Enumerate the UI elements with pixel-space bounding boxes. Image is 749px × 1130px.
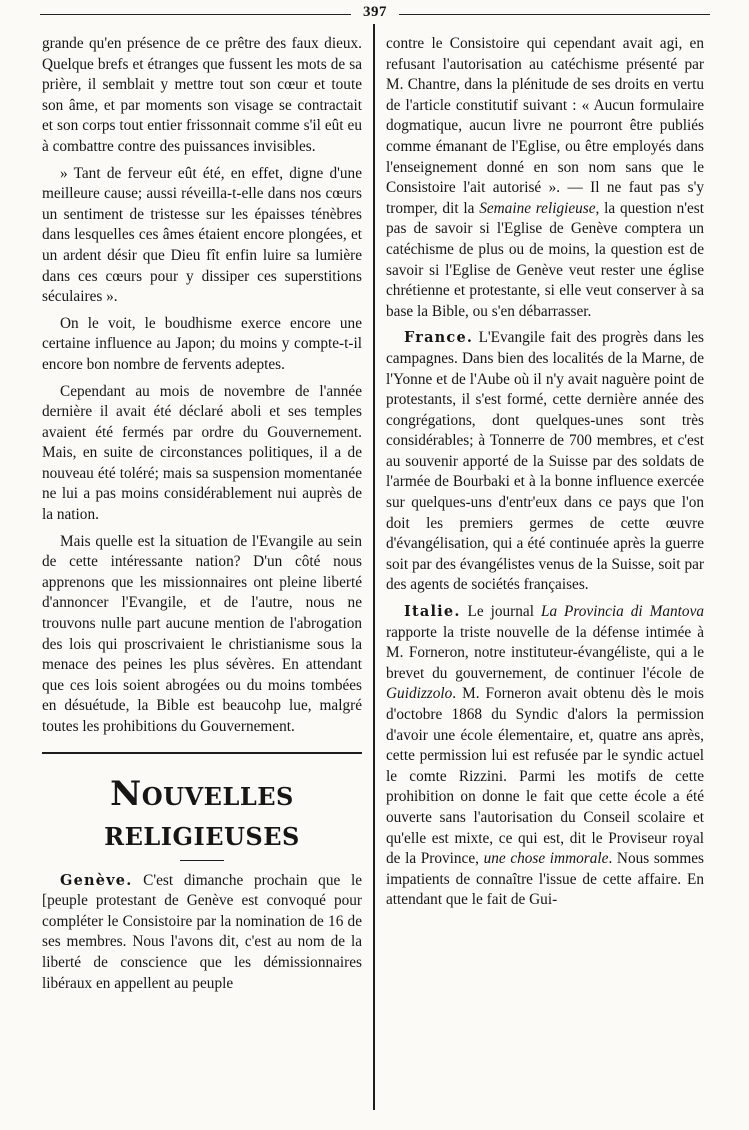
section-rule bbox=[42, 752, 362, 754]
column-divider bbox=[373, 24, 375, 1110]
page-number: 397 bbox=[351, 4, 399, 21]
italic-run: La Provincia di Mantova bbox=[540, 603, 704, 621]
left-column bbox=[42, 34, 362, 1104]
italie-label: Italie. bbox=[404, 603, 461, 621]
section-heading: Nouvelles religieuses bbox=[104, 773, 300, 854]
text-run: , la question n'est pas de savoir si l'Eglise de Genève comptera un catéchisme de plus ou de moins, la question est de savoir si l'Eglise de Genève veut rester une église chrétienne et protestante, si elle veut conserver à sa base la Bible, ou s'en débarrasser. bbox=[386, 199, 704, 320]
paragraph: grande qu'en présence de ce prêtre des faux dieux. Quelque brefs et étranges que fussent les mots de sa prière, il semblait y mettre tout son cœur et toute son âme, et par moments son visage se contractait et son corps tout entier frissonnait comme s'il eût eu à combattre contre des puissances invisibles. bbox=[42, 35, 362, 155]
paragraph-italie bbox=[386, 602, 704, 911]
text-run: contre le Consistoire qui cependant avait agi, en refusant l'autorisation au catéchisme présenté par M. Chantre, dans la plénitude de ses droits en vertu de l'article constitutif suivant : « Aucun formulaire dogmatique, aucun livre ne pourront être publiés comme émanant de l'Eglise, ou être employés dans l'enseignement donné en son nom sans que le Consistoire l'ait autorisé ». — Il ne faut pas s'y tromper, dit la bbox=[386, 35, 704, 217]
right-column bbox=[386, 34, 704, 1104]
text-run: rapporte la triste nouvelle de la défense intimée à M. Forneron, notre instituteur-évangéliste, qui a le brevet du gouvernement, de continuer l'école de bbox=[386, 623, 704, 682]
paragraph-france bbox=[386, 328, 704, 596]
paragraph: Mais quelle est la situation de l'Evangile au sein de cette intéressante nation? D'un côté nous apprenons que les missionnaires ont pleine liberté d'annoncer l'Evangile, et de l'autre, nous ne trouvons nulle part aucune mention de l'abrogation des lois qui proscrivaient le christianisme sous la menace des peines les plus sévères. En attendant que ces lois soient abrogées ou du moins tombées en désuétude, la Bible est beaucohp lue, malgré toutes les prohibitions du Gouvernement. bbox=[42, 532, 362, 735]
heading-dash bbox=[180, 860, 224, 861]
italic-run: Guidizzolo bbox=[386, 685, 453, 703]
france-label: France. bbox=[404, 329, 474, 347]
geneve-text: C'est dimanche prochain que le [peuple protestant de Genève est convoqué pour compléter le Consistoire par la nomination de 16 de ses membres. Nous l'avons dit, c'est au nom de la liberté de conscience que les démissionnaires libéraux en appellent au peuple bbox=[42, 871, 362, 992]
france-text: L'Evangile fait des progrès dans les campagnes. Dans bien des localités de la Marne, de l'Yonne et de l'Aube où il n'y avait naguère point de protestants, il s'est formé, cette dernière année des congrégations, dont quelques-unes sont très considérables; à Tonnerre de 700 membres, et c'est au souvenir apporté de la Suisse par des soldats de l'armée de Bourbaki et à la bonne influence exercée sur quelques-uns d'entr'eux dans ce pays que l'on doit les premiers germes de cette œuvre d'évangélisation, qui a été continuée après la guerre soit par des évangélistes venus de la Suisse, soit par des agents de sociétés françaises. bbox=[386, 329, 704, 594]
geneve-label: Genève. bbox=[60, 871, 133, 889]
paragraph: On le voit, le boudhisme exerce encore une certaine influence au Japon; du moins y compte-t-il encore bon nombre de fervents adeptes. bbox=[42, 314, 362, 373]
text-run: Le journal bbox=[460, 603, 541, 621]
text-run: . M. Forneron avait obtenu dès le mois d'octobre 1868 du Syndic d'alors la permission d'avoir une école élementaire, et, quatre ans après, cette permission lui est refusée par le syndic actuel le comte Rizzini. Parmi les motifs de cette prohibition on donne le fait que cette école a été ouverte sans l'autorisation du Conseil scolaire et qu'elle est mixte, ce qui est, dit le Proviseur royal de la Province, bbox=[386, 685, 704, 868]
text-run: . Nous sommes impatients de connaître l'issue de cette affaire. En attendant que le fait de Gui- bbox=[386, 850, 704, 909]
italic-run: une chose immorale bbox=[483, 850, 609, 868]
italic-run: Semaine religieuse bbox=[479, 199, 596, 217]
paragraph-geneve bbox=[42, 871, 362, 995]
paragraph-geneve-continued bbox=[386, 34, 704, 322]
paragraph: Cependant au mois de novembre de l'année dernière il avait été déclaré aboli et ses temples avaient été fermés par ordre du Gouvernement. Mais, en suite de circonstances politiques, il a de nouveau été toléré; mais sa suspension momentanée ne lui a pas moins considérablement nui auprès de la nation. bbox=[42, 382, 362, 524]
paragraph: » Tant de ferveur eût été, en effet, digne d'une meilleure cause; aussi réveilla-t-elle dans nos cœurs un sentiment de tristesse sur les épaisses ténèbres dans lesquelles ces âmes étaient encore plongées, et un ardent désir que Dieu fît enfin luire sa lumière dans ces cœurs pour y dissiper ces superstitions séculaires ». bbox=[42, 164, 362, 306]
